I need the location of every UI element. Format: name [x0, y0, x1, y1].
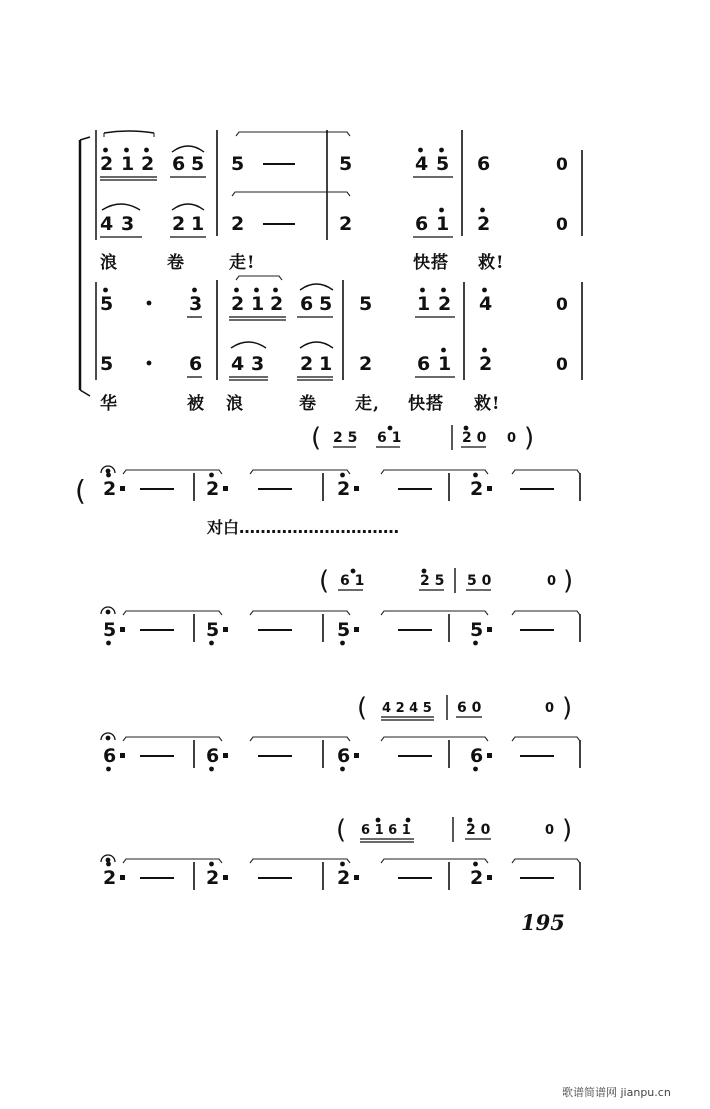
- high-octave-dot: [482, 288, 487, 293]
- slur: [102, 204, 140, 210]
- tie-line: [512, 737, 580, 741]
- note-2: 2: [231, 213, 245, 235]
- tie-line: [123, 470, 222, 474]
- bracket-bottom: [80, 390, 90, 396]
- note-2: 2: [470, 478, 484, 500]
- note-2: 2: [141, 153, 155, 175]
- open-paren: (: [336, 815, 347, 845]
- interlude-note: 2 0: [462, 430, 487, 446]
- dot-mark: [223, 875, 228, 880]
- high-octave-dot: [254, 288, 259, 293]
- note-6: 6: [337, 745, 351, 767]
- low-octave-dot: [106, 767, 111, 772]
- lyric-juan: 卷: [167, 253, 185, 273]
- dot-mark: [487, 753, 492, 758]
- tie-line: [381, 611, 488, 615]
- interlude-note: 4 2 4 5: [382, 701, 432, 716]
- tie-line: [123, 737, 222, 741]
- high-octave-dot: [464, 426, 469, 431]
- note-5: 5: [206, 619, 220, 641]
- high-octave-dot: [273, 288, 278, 293]
- note-5: 5: [359, 293, 373, 315]
- open-paren: (: [357, 693, 368, 723]
- open-paren: (: [319, 566, 330, 596]
- high-octave-dot: [473, 862, 478, 867]
- dot-mark: [120, 627, 125, 632]
- high-octave-dot: [482, 348, 487, 353]
- tie-line: [232, 192, 350, 196]
- interlude-note: 2 5: [333, 430, 358, 446]
- tie-line: [250, 859, 350, 863]
- high-octave-dot: [351, 569, 356, 574]
- note-2: 2: [477, 213, 491, 235]
- lyric-lang-2: 浪: [226, 394, 244, 414]
- note-2: 2: [300, 353, 314, 375]
- note-6: 6: [103, 745, 117, 767]
- note-6: 6: [300, 293, 314, 315]
- dot-mark: [487, 627, 492, 632]
- close-paren: ): [562, 815, 573, 845]
- lyric-bei: 被: [187, 394, 205, 414]
- note-2: 2: [337, 478, 351, 500]
- note-2: 2: [231, 293, 245, 315]
- dotted-rhythm: [147, 361, 152, 366]
- rest-0: 0: [545, 701, 555, 716]
- note-1: 1: [436, 213, 450, 235]
- high-octave-dot: [422, 569, 427, 574]
- high-octave-dot: [234, 288, 239, 293]
- note-6: 6: [470, 745, 484, 767]
- note-2: 2: [339, 213, 353, 235]
- note-2: 2: [337, 867, 351, 889]
- note-5: 5: [436, 153, 450, 175]
- slur: [104, 131, 154, 133]
- lyric-jiu: 救!: [478, 253, 505, 273]
- interlude-note: 6 1 6 1: [361, 823, 411, 838]
- tie-line: [236, 276, 282, 280]
- note-6: 6: [172, 153, 186, 175]
- low-octave-dot: [340, 641, 345, 646]
- dot-mark: [354, 875, 359, 880]
- lyric-zou-2: 走,: [355, 394, 380, 414]
- tie-line: [512, 859, 580, 863]
- interlude-note: 2 5: [420, 573, 445, 589]
- high-octave-dot: [406, 818, 411, 823]
- tie-line: [236, 132, 350, 136]
- note-5: 5: [319, 293, 333, 315]
- tie-line: [381, 859, 488, 863]
- lyric-hua: 华: [100, 394, 118, 414]
- low-octave-dot: [473, 641, 478, 646]
- note-6: 6: [477, 153, 491, 175]
- note-1: 1: [319, 353, 333, 375]
- note-2: 2: [206, 478, 220, 500]
- lyric-juan-2: 卷: [299, 394, 317, 414]
- slur: [300, 284, 333, 290]
- note-5: 5: [231, 153, 245, 175]
- high-octave-dot: [209, 862, 214, 867]
- rest-0: 0: [556, 355, 568, 375]
- note-3: 3: [251, 353, 265, 375]
- dot-mark: [120, 486, 125, 491]
- note-2: 2: [100, 153, 114, 175]
- note-2: 2: [172, 213, 186, 235]
- dot-mark: [120, 753, 125, 758]
- note-5: 5: [100, 293, 114, 315]
- dot-mark: [354, 486, 359, 491]
- note-2: 2: [438, 293, 452, 315]
- low-octave-dot: [106, 641, 111, 646]
- note-1: 1: [251, 293, 265, 315]
- tie-line: [123, 611, 222, 615]
- note-2: 2: [270, 293, 284, 315]
- note-5: 5: [337, 619, 351, 641]
- high-octave-dot: [388, 426, 393, 431]
- note-5: 5: [470, 619, 484, 641]
- low-octave-dot: [209, 641, 214, 646]
- slur: [172, 146, 204, 152]
- note-1: 1: [417, 293, 431, 315]
- tie-line: [123, 859, 222, 863]
- rest-0: 0: [556, 155, 568, 175]
- open-paren: (: [311, 423, 322, 453]
- fermata-dot: [106, 858, 111, 863]
- high-octave-dot: [468, 818, 473, 823]
- high-octave-dot: [340, 862, 345, 867]
- slur: [172, 204, 204, 210]
- lyric-kuaida: 快搭: [413, 253, 449, 273]
- high-octave-dot: [480, 208, 485, 213]
- note-4: 4: [479, 293, 493, 315]
- high-octave-dot: [103, 148, 108, 153]
- rest-0: 0: [545, 823, 555, 838]
- watermark: 歌谱简谱网 jianpu.cn: [562, 1086, 671, 1099]
- high-octave-dot: [441, 348, 446, 353]
- note-2: 2: [359, 353, 373, 375]
- slur: [231, 342, 266, 348]
- fermata-dot: [106, 610, 111, 615]
- close-paren: ): [563, 566, 574, 596]
- high-octave-dot: [376, 818, 381, 823]
- tie-line: [250, 737, 350, 741]
- note-6: 6: [417, 353, 431, 375]
- note-1: 1: [121, 153, 135, 175]
- interlude-note: 5 0: [467, 573, 492, 589]
- note-1: 1: [438, 353, 452, 375]
- dot-mark: [223, 486, 228, 491]
- high-octave-dot: [340, 473, 345, 478]
- dotted-rhythm: [147, 301, 152, 306]
- fermata-dot: [106, 469, 111, 474]
- note-2: 2: [103, 867, 117, 889]
- interlude-note: 2 0: [466, 822, 491, 838]
- note-3: 3: [189, 293, 203, 315]
- high-octave-dot: [473, 473, 478, 478]
- dot-mark: [487, 875, 492, 880]
- low-octave-dot: [340, 767, 345, 772]
- high-octave-dot: [439, 148, 444, 153]
- interlude-note: 6 1: [340, 573, 365, 589]
- note-4: 4: [100, 213, 114, 235]
- note-5: 5: [100, 353, 114, 375]
- dot-mark: [354, 627, 359, 632]
- note-5: 5: [103, 619, 117, 641]
- note-6: 6: [415, 213, 429, 235]
- note-5: 5: [339, 153, 353, 175]
- high-octave-dot: [209, 473, 214, 478]
- lyric-lang: 浪: [100, 253, 118, 273]
- rest-0: 0: [556, 215, 568, 235]
- note-5: 5: [191, 153, 205, 175]
- interlude-note: 6 1: [377, 430, 402, 446]
- note-2: 2: [479, 353, 493, 375]
- bracket-top: [80, 137, 90, 140]
- interlude-note: 6 0: [457, 700, 482, 716]
- lyric-zou: 走!: [229, 253, 256, 273]
- note-1: 1: [191, 213, 205, 235]
- note-2: 2: [470, 867, 484, 889]
- high-octave-dot: [192, 288, 197, 293]
- note-6: 6: [206, 745, 220, 767]
- page-number: 195: [521, 910, 565, 935]
- dot-mark: [354, 753, 359, 758]
- dialogue-cue: 对白…………………………: [207, 518, 400, 537]
- dot-mark: [120, 875, 125, 880]
- high-octave-dot: [418, 148, 423, 153]
- low-octave-dot: [473, 767, 478, 772]
- high-octave-dot: [441, 288, 446, 293]
- dot-mark: [223, 627, 228, 632]
- high-octave-dot: [144, 148, 149, 153]
- note-4: 4: [231, 353, 245, 375]
- tie-line: [381, 470, 488, 474]
- dot-mark: [223, 753, 228, 758]
- close-paren: ): [524, 423, 535, 453]
- tie-line: [381, 737, 488, 741]
- tie-line: [250, 470, 350, 474]
- low-octave-dot: [209, 767, 214, 772]
- note-6: 6: [189, 353, 203, 375]
- note-2: 2: [103, 478, 117, 500]
- note-3: 3: [121, 213, 135, 235]
- note-4: 4: [415, 153, 429, 175]
- lyric-kuaida-2: 快搭: [408, 394, 444, 414]
- fermata-dot: [106, 736, 111, 741]
- note-2: 2: [206, 867, 220, 889]
- dot-mark: [487, 486, 492, 491]
- open-paren: (: [75, 474, 86, 507]
- rest-0: 0: [507, 431, 517, 446]
- tie-line: [512, 470, 580, 474]
- tie-line: [512, 611, 580, 615]
- high-octave-dot: [124, 148, 129, 153]
- rest-0: 0: [556, 295, 568, 315]
- high-octave-dot: [103, 288, 108, 293]
- close-paren: ): [562, 693, 573, 723]
- rest-0: 0: [547, 574, 557, 589]
- high-octave-dot: [439, 208, 444, 213]
- slur: [300, 342, 333, 348]
- lyric-jiu-2: 救!: [474, 394, 501, 414]
- high-octave-dot: [420, 288, 425, 293]
- tie-line: [250, 611, 350, 615]
